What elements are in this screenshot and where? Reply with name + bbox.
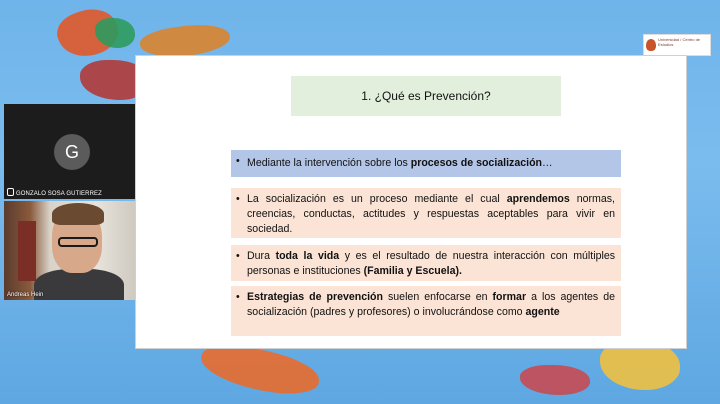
- point-text: suelen enfocarse en: [383, 291, 493, 303]
- participant-tile[interactable]: [4, 104, 135, 199]
- mic-off-icon: [7, 188, 14, 196]
- point-text: a los agentes de socialización (padres y profesores) o involucrándose como: [247, 291, 615, 318]
- bookshelf: [18, 221, 36, 281]
- participant-name: GONZALO SOSA GUTIERREZ: [7, 188, 102, 197]
- slide-point-4: [231, 286, 621, 336]
- participant-video-tile[interactable]: [4, 201, 135, 300]
- glasses: [58, 237, 98, 247]
- slide-point-3: [231, 245, 621, 281]
- institution-logo: [643, 34, 711, 56]
- point-text: y es el resultado de nuestra interacción con múltiples personas e instituciones: [247, 250, 616, 277]
- logo-icon: [646, 39, 656, 51]
- bullet-icon: •: [236, 193, 240, 205]
- emphasis-text: agente: [525, 306, 560, 318]
- avatar: G: [54, 134, 90, 170]
- slide-title: 1. ¿Qué es Prevención?: [291, 76, 561, 116]
- bullet-icon: •: [236, 155, 240, 167]
- emphasis-text: procesos de socialización: [410, 157, 543, 169]
- logo-text: Universidad / Centro de Estudios: [658, 37, 701, 47]
- emphasis-text: toda la vida: [275, 250, 340, 262]
- emphasis-text: Estrategias de prevención: [247, 291, 383, 303]
- bullet-icon: •: [236, 291, 240, 303]
- point-text: Mediante la intervención sobre los: [247, 157, 411, 169]
- bullet-icon: •: [236, 250, 240, 262]
- point-text: Dura: [247, 250, 276, 262]
- slide-point-2: [231, 188, 621, 238]
- point-text: La socialización es un proceso mediante el cual: [247, 193, 507, 205]
- background-decoration: [520, 365, 590, 395]
- shared-slide: [136, 56, 686, 348]
- slide-point-1: [231, 150, 621, 177]
- emphasis-text: aprendemos: [506, 193, 570, 205]
- participant-name: Andreas Hein: [7, 292, 44, 298]
- emphasis-text: formar: [492, 291, 527, 303]
- speaker-hair: [52, 203, 104, 225]
- emphasis-text: (Familia y Escuela).: [363, 265, 462, 277]
- speaker-body: [34, 269, 124, 300]
- point-text: normas, creencias, conductas, actitudes y respuestas aceptables para vivir en sociedad.: [247, 193, 615, 235]
- background-decoration: [197, 340, 322, 400]
- point-text: …: [542, 157, 553, 169]
